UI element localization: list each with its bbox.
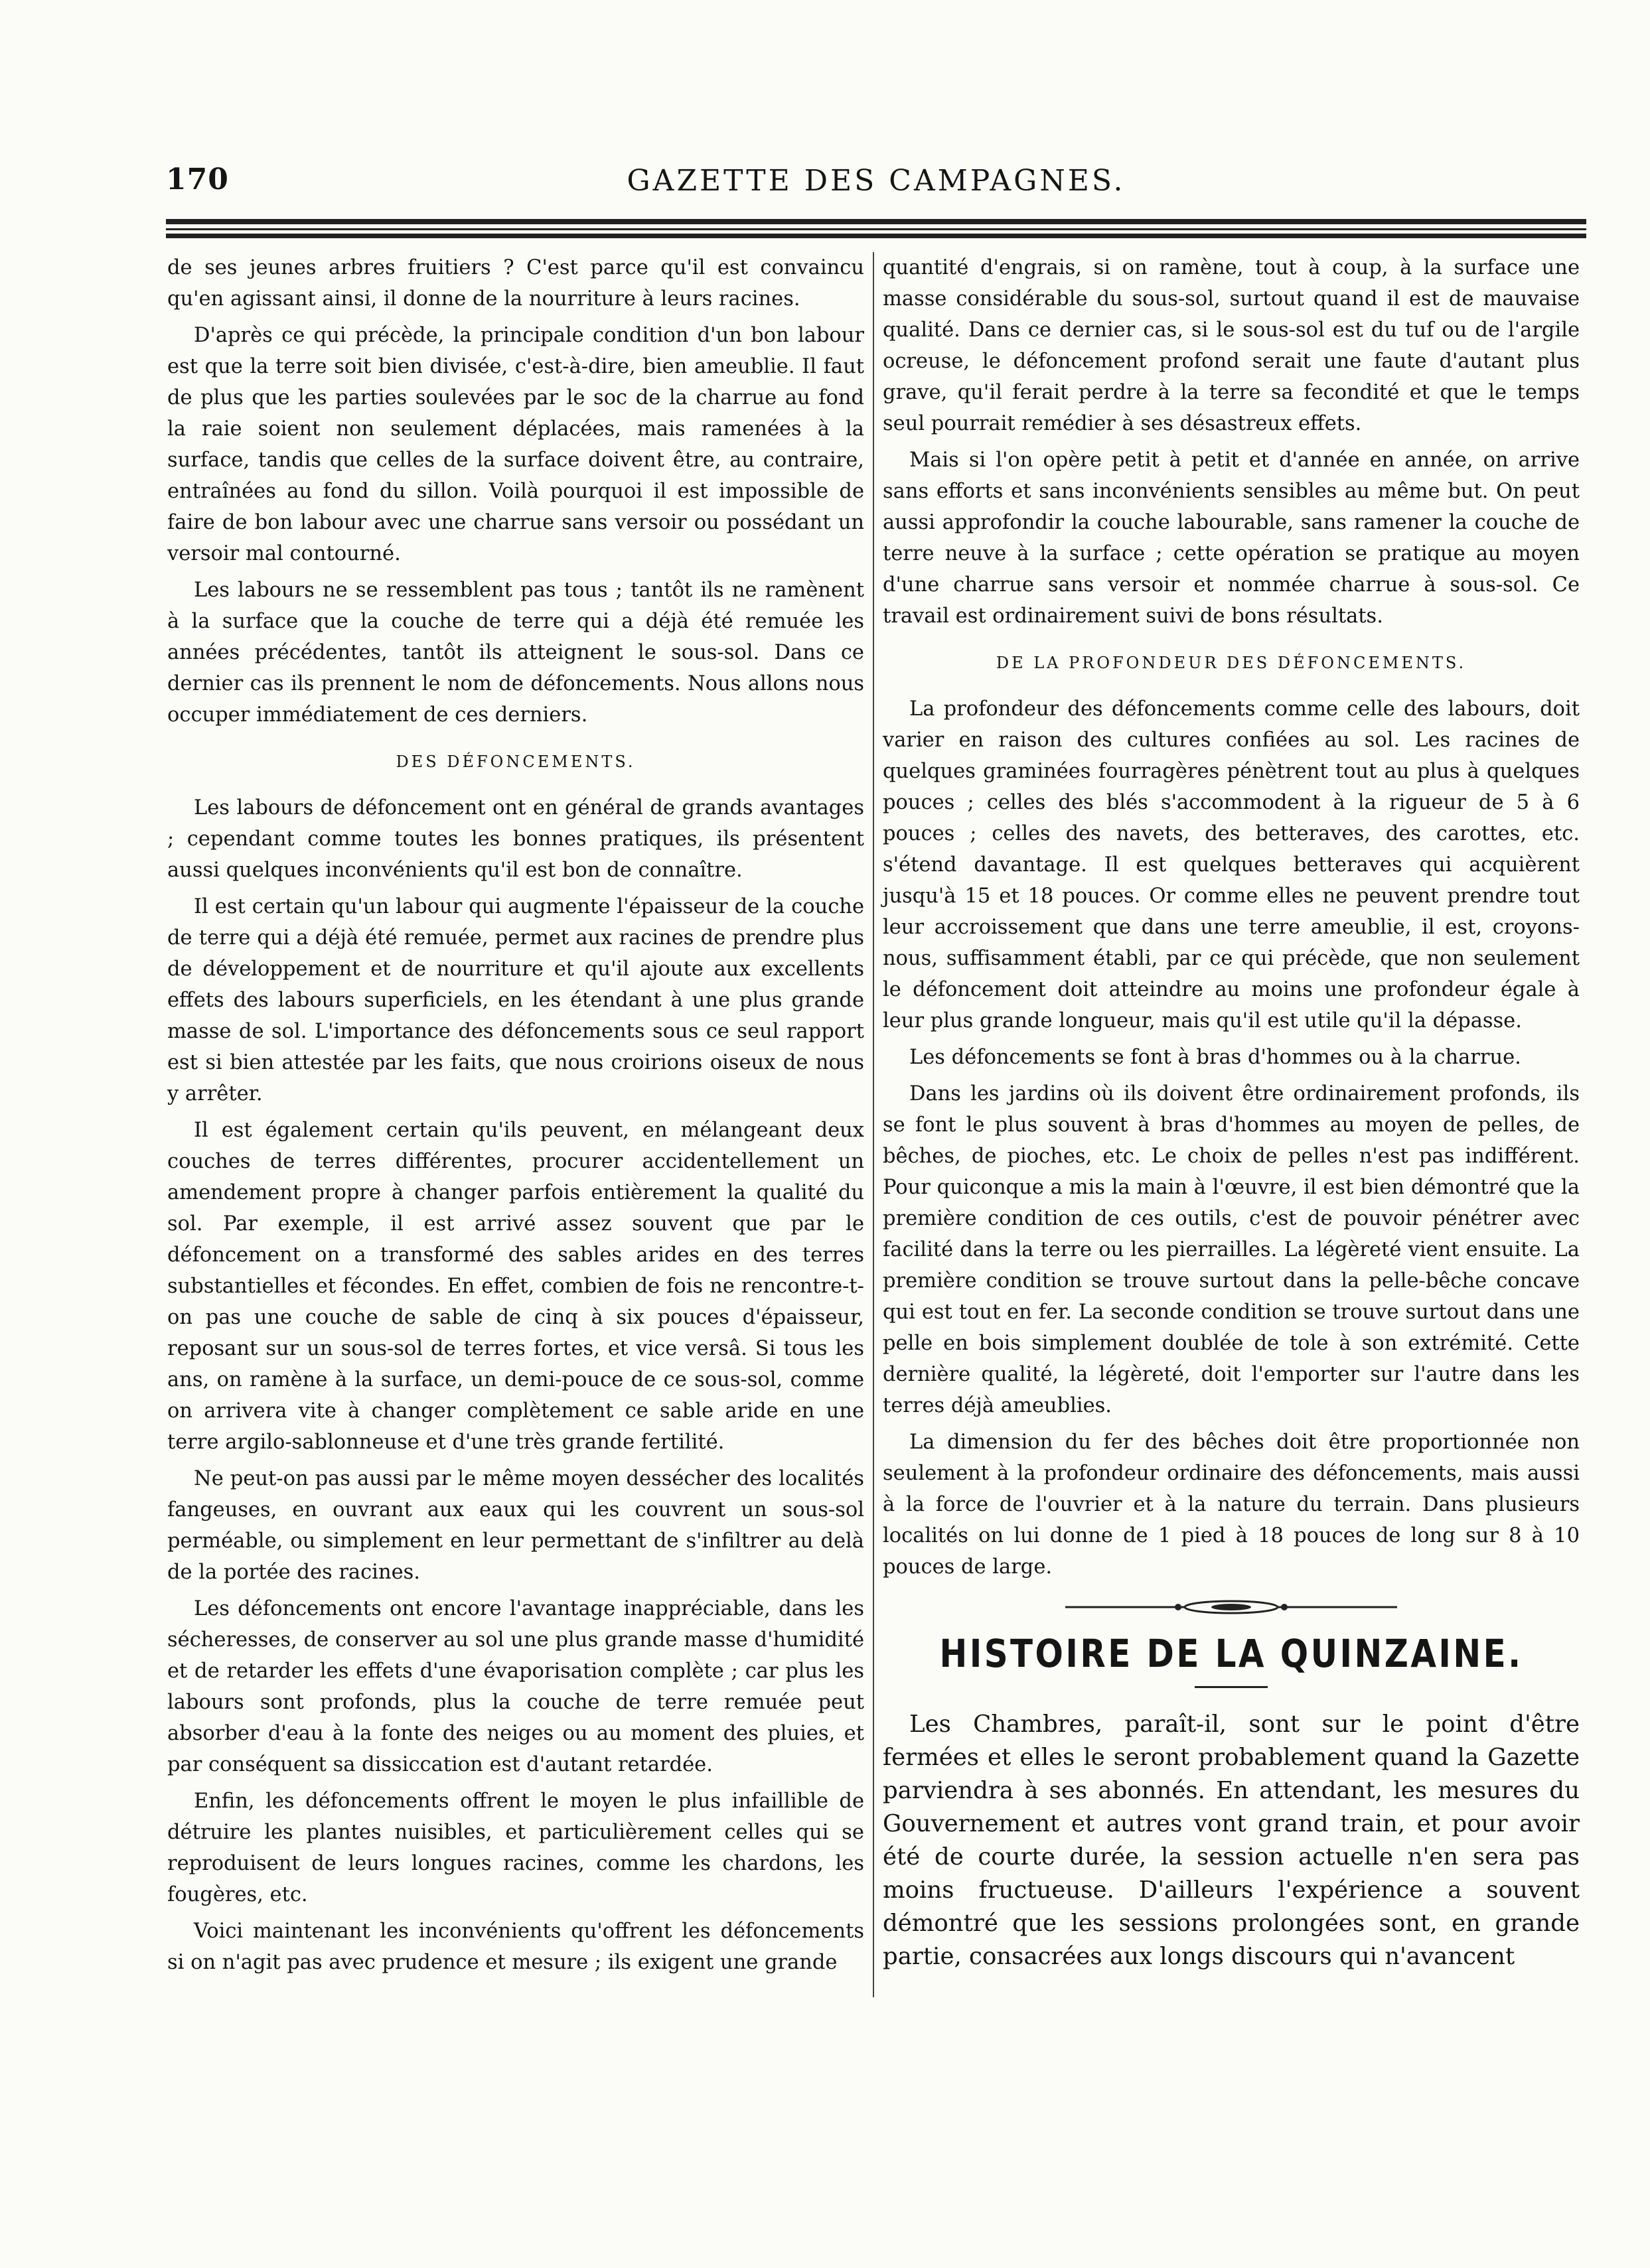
journal-title: GAZETTE DES CAMPAGNES. <box>627 164 1126 198</box>
chronicle-title: HISTOIRE DE LA QUINZAINE. <box>939 1631 1523 1676</box>
left-column <box>167 252 864 1983</box>
section-heading: DES DÉFONCEMENTS. <box>396 752 636 771</box>
paragraph: Enfin, les défoncements offrent le moyen le plus infaillible de détruire les plantes nuisibles, et particulièrement celles qui se reproduisent de leurs longues racines, comme les chardons, les fougères, etc. <box>167 1790 864 1906</box>
page-number: 170 <box>166 163 229 196</box>
section-heading: DE LA PROFONDEUR DES DÉFONCEMENTS. <box>996 654 1467 672</box>
ornament-divider <box>1065 1597 1397 1617</box>
paragraph: Les défoncements ont encore l'avantage inappréciable, dans les sécheresses, de conserver au sol une plus grande masse d'humidité et de retarder les effets d'une évaporisation complète ; car plus les labours sont profonds, plus la couche de terre remuée peut absorber d'eau à la fonte des neiges ou au moment des pluies, et par conséquent sa dissiccation est d'autant retardée. <box>167 1597 864 1776</box>
header-rule-top <box>166 219 1586 224</box>
header-rule-middle <box>166 228 1586 230</box>
paragraph: Les labours ne se ressemblent pas tous ; tantôt ils ne ramènent à la surface que la couche de terre qui a déjà été remuée les années précédentes, tantôt ils atteignent le sous-sol. Dans ce dernier cas ils prennent le nom de défoncements. Nous allons nous occuper immédiatement de ces derniers. <box>167 579 864 727</box>
paragraph: D'après ce qui précède, la principale condition d'un bon labour est que la terre soit bien divisée, c'est-à-dire, bien ameublie. Il faut de plus que les parties soulevées par le soc de la charrue au fond la raie soient non seulement déplacées, mais ramenées à la surface, tandis que celles de la surface doivent être, au contraire, entraînées au fond du sillon. Voilà pourquoi il est impossible de faire de bon labour avec une charrue sans versoir ou possédant un versoir mal contourné. <box>167 324 864 565</box>
title-underline <box>1195 1686 1268 1688</box>
page-header <box>166 163 1586 202</box>
paragraph: Les Chambres, paraît-il, sont sur le point d'être fermées et elles le seront probablement quand la Gazette parviendra à ses abonnés. En attendant, les mesures du Gouvernement et autres vont grand train, et pour avoir été de courte durée, la session actuelle n'en sera pas moins fructueuse. D'ailleurs l'expérience a souvent démontré que les sessions prolongées sont, en grande partie, consacrées aux longs discours qui n'avancent <box>883 1711 1580 1970</box>
paragraph: quantité d'engrais, si on ramène, tout à coup, à la surface une masse considérable du sous-sol, surtout quand il est de mauvaise qualité. Dans ce dernier cas, si le sous-sol est du tuf ou de l'argile ocreuse, le défoncement profond serait une faute d'autant plus grave, qu'il ferait perdre à la terre sa fecondité et que le temps seul pourrait remédier à ses désastreux effets. <box>883 256 1580 435</box>
right-column <box>883 252 1580 1979</box>
paragraph: Ne peut-on pas aussi par le même moyen dessécher des localités fangeuses, en ouvrant aux eaux qui les couvrent un sous-sol perméable, ou simplement en leur permettant de s'infiltrer au delà de la portée des racines. <box>167 1467 864 1584</box>
paragraph: Mais si l'on opère petit à petit et d'année en année, on arrive sans efforts et sans inconvénients sensibles au même but. On peut aussi approfondir la couche labourable, sans ramener la couche de terre neuve à la surface ; cette opération se pratique au moyen d'une charrue sans versoir et nommée charrue à sous-sol. Ce travail est ordinairement suivi de bons résultats. <box>883 449 1580 628</box>
paragraph: Voici maintenant les inconvénients qu'offrent les défoncements si on n'agit pas avec prudence et mesure ; ils exigent une grande <box>167 1920 864 1974</box>
paragraph: Il est également certain qu'ils peuvent, en mélangeant deux couches de terres différentes, procurer accidentellement un amendement propre à changer parfois entièrement la qualité du sol. Par exemple, il est arrivé assez souvent que par le défoncement on a transformé des sables arides en des terres substantielles et fécondes. En effet, combien de fois ne rencontre-t-on pas une couche de sable de cinq à six pouces d'épaisseur, reposant sur un sous-sol de terres fortes, et vice versâ. Si tous les ans, on ramène à la surface, un demi-pouce de ce sous-sol, comme on arrivera vite à changer complètement ce sable aride en une terre argilo-sablonneuse et d'une très grande fertilité. <box>167 1119 864 1454</box>
column-divider <box>873 252 874 1997</box>
paragraph: Les labours de défoncement ont en général de grands avantages ; cependant comme toutes les bonnes pratiques, ils présentent aussi quelques inconvénients qu'il est bon de connaître. <box>167 796 864 882</box>
paragraph: Les défoncements se font à bras d'hommes ou à la charrue. <box>909 1046 1521 1069</box>
paragraph: La profondeur des défoncements comme celle des labours, doit varier en raison des cultures confiées au sol. Les racines de quelques graminées fourragères pénètrent tout au plus à quelques pouces ; celles des blés s'accommodent à la rigueur de 5 à 6 pouces ; celles des navets, des betteraves, des carottes, etc. s'étend davantage. Il est quelques betteraves qui acquièrent jusqu'à 15 et 18 pouces. Or comme elles ne peuvent prendre tout leur accroissement que dans une terre ameublie, il est, croyons-nous, suffisamment établi, par ce qui précède, que non seulement le défoncement doit atteindre au moins une profondeur égale à leur plus grande longueur, mais qu'il est utile qu'il la dépasse. <box>883 697 1580 1032</box>
chronicle-section <box>883 1708 1580 1973</box>
paragraph: de ses jeunes arbres fruitiers ? C'est parce qu'il est convaincu qu'en agissant ainsi, il donne de la nourriture à leurs racines. <box>167 256 864 311</box>
header-rule-bottom <box>166 234 1586 238</box>
paragraph: Dans les jardins où ils doivent être ordinairement profonds, ils se font le plus souvent à bras d'hommes au moyen de pelles, de bêches, de pioches, etc. Le choix de pelles n'est pas indifférent. Pour quiconque a mis la main à l'œuvre, il est bien démontré que la première condition de ces outils, c'est de pouvoir pénétrer avec facilité dans la terre ou les pierrailles. La légèreté vient ensuite. La première condition se trouve surtout dans la pelle-bêche concave qui est tout en fer. La seconde condition se trouve surtout dans une pelle en bois simplement doublée de tole à son extrémité. Cette dernière qualité, la légèreté, doit l'emporter sur l'autre dans les terres déjà ameublies. <box>883 1082 1580 1417</box>
paragraph: Il est certain qu'un labour qui augmente l'épaisseur de la couche de terre qui a déjà été remuée, permet aux racines de prendre plus de développement et de nourriture et qu'il ajoute aux excellents effets des labours superficiels, en les étendant à une plus grande masse de sol. L'importance des défoncements sous ce seul rapport est si bien attestée par les faits, que nous croirions oiseux de nous y arrêter. <box>167 895 864 1105</box>
paragraph: La dimension du fer des bêches doit être proportionnée non seulement à la profondeur ordinaire des défoncements, mais aussi à la force de l'ouvrier et à la nature du terrain. Dans plusieurs localités on lui donne de 1 pied à 18 pouces de long sur 8 à 10 pouces de large. <box>883 1431 1580 1579</box>
